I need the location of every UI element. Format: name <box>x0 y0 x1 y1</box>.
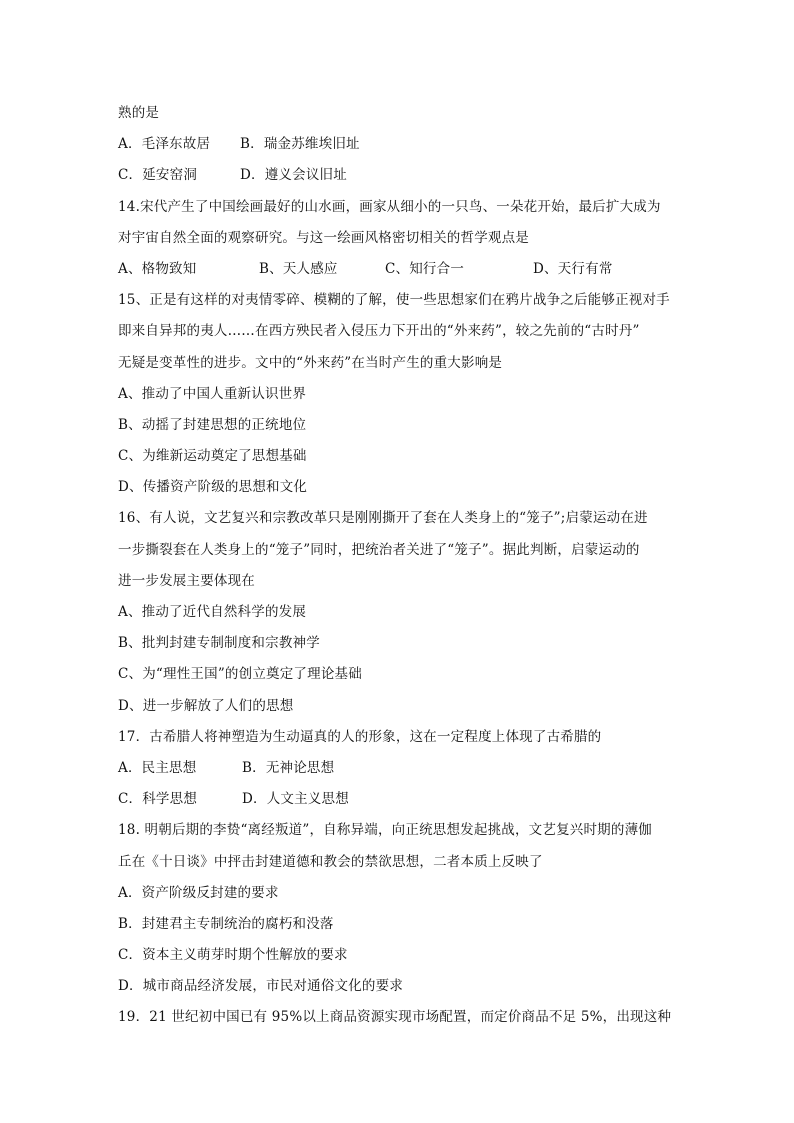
question-19-stem-line-1: 19．21 世纪初中国已有 95%以上商品资源实现市场配置，而定价商品不足 5%，出现这种 <box>118 1009 672 1026</box>
question-16-option-b: B、批判封建专制制度和宗教神学 <box>118 635 320 652</box>
question-14-stem-line-2: 对宇宙自然全面的观察研究。与这一绘画风格密切相关的哲学观点是 <box>118 229 529 246</box>
question-13 <box>118 98 678 192</box>
question-15-stem-line-2: 即来自异邦的夷人……在西方殃民者入侵压力下开出的“外来药”，较之先前的“古时丹” <box>118 323 640 340</box>
question-17-option-b: B．无神论思想 <box>242 759 335 776</box>
question-17-options-row-2 <box>118 784 678 815</box>
question-13-options-row-2 <box>118 160 678 191</box>
question-13-options-row-1 <box>118 129 678 160</box>
question-16-option-a: A、推动了近代自然科学的发展 <box>118 604 307 620</box>
question-15-option-b: B、动摇了封建思想的正统地位 <box>118 416 307 433</box>
question-18 <box>118 815 678 1002</box>
question-13-option-a: A．毛泽东故居 <box>118 136 211 153</box>
question-17-options-row-1 <box>118 753 678 784</box>
question-18-option-c: C．资本主义萌芽时期个性解放的要求 <box>118 947 348 964</box>
question-14-options-row <box>118 254 678 285</box>
question-16-stem-line-1: 16、有人说，文艺复兴和宗教改革只是刚刚撕开了套在人类身上的“笼子”;启蒙运动在进 <box>118 510 648 527</box>
question-16-stem-line-2: 一步撕裂套在人类身上的“笼子”同时，把统治者关进了“笼子”。据此判断，启蒙运动的 <box>118 541 640 558</box>
question-13-option-c: C．延安窑洞 <box>118 167 198 184</box>
question-18-option-d: D．城市商品经济发展，市民对通俗文化的要求 <box>118 978 404 995</box>
question-15-stem-line-3: 无疑是变革性的进步。文中的“外来药”在当时产生的重大影响是 <box>118 354 503 371</box>
question-17-option-a: A．民主思想 <box>118 759 197 776</box>
question-17-option-d: D．人文主义思想 <box>242 791 349 808</box>
question-16-stem-line-3: 进一步发展主要体现在 <box>118 572 255 589</box>
question-17-stem-line-1: 17．古希腊人将神塑造为生动逼真的人的形象，这在一定程度上体现了古希腊的 <box>118 728 602 745</box>
question-15-stem-line-1: 15、正是有这样的对夷情零碎、模糊的了解，使一些思想家们在鸦片战争之后能够正视对手 <box>118 292 670 309</box>
question-14-option-d: D、天行有常 <box>533 260 613 277</box>
question-16 <box>118 503 678 721</box>
question-17 <box>118 722 678 816</box>
question-15-option-c: C、为维新运动奠定了思想基础 <box>118 448 307 465</box>
question-16-option-c: C、为“理性王国”的创立奠定了理论基础 <box>118 666 362 683</box>
question-18-stem-line-2: 丘在《十日谈》中抨击封建道德和教会的禁欲思想，二者本质上反映了 <box>118 853 543 870</box>
question-14-option-b: B、天人感应 <box>259 260 338 277</box>
question-14-option-c: C、知行合一 <box>385 260 465 277</box>
question-17-option-c: C．科学思想 <box>118 791 198 808</box>
question-14 <box>118 192 678 286</box>
question-18-option-a: A．资产阶级反封建的要求 <box>118 884 279 901</box>
question-14-stem-line-1: 14.宋代产生了中国绘画最好的山水画，画家从细小的一只鸟、一朵花开始，最后扩大成为 <box>118 198 661 215</box>
question-18-stem-line-1: 18. 明朝后期的李贽“离经叛道”，自称异端，向正统思想发起挑战，文艺复兴时期的薄伽 <box>118 822 652 839</box>
question-13-option-d: D．遵义会议旧址 <box>240 167 347 184</box>
question-13-option-b: B．瑞金苏维埃旧址 <box>240 136 360 153</box>
question-19 <box>118 1002 678 1033</box>
question-16-option-d: D、进一步解放了人们的思想 <box>118 697 294 714</box>
question-15 <box>118 285 678 503</box>
question-14-option-a: A、格物致知 <box>118 260 197 277</box>
question-15-option-d: D、传播资产阶级的思想和文化 <box>118 479 308 496</box>
question-15-option-a: A、推动了中国人重新认识世界 <box>118 385 307 402</box>
document-page <box>118 98 678 1034</box>
question-13-tail: 熟的是 <box>118 105 160 121</box>
question-18-option-b: B．封建君主专制统治的腐朽和没落 <box>118 915 334 932</box>
